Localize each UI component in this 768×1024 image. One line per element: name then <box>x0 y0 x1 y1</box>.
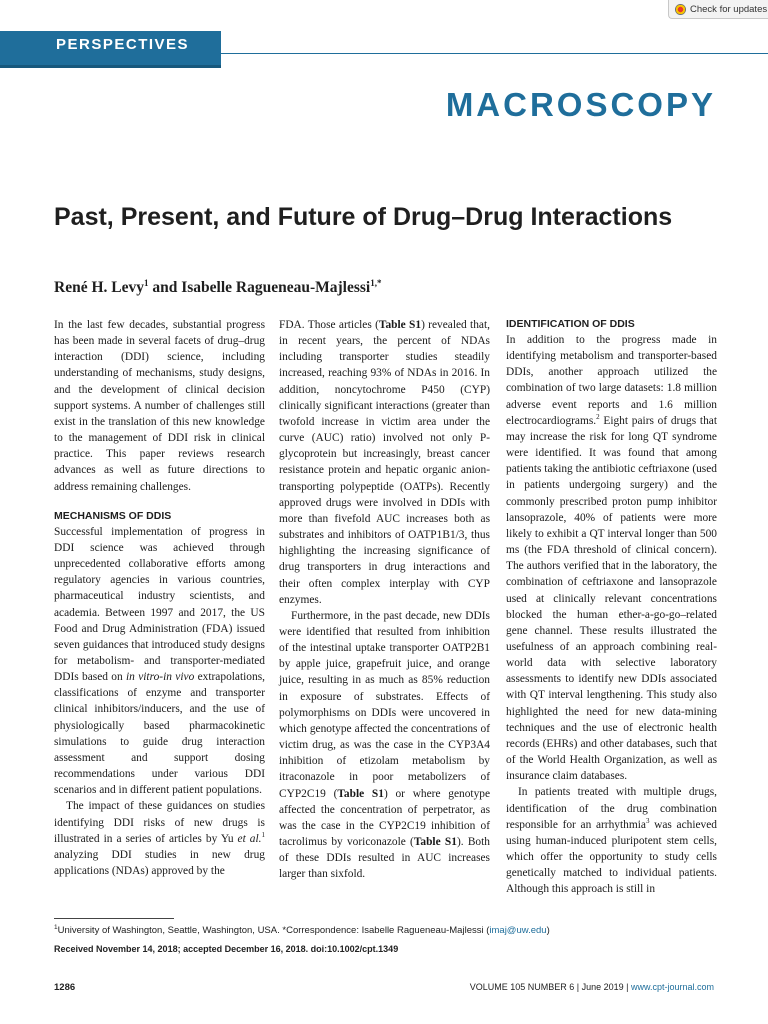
journal-volume: VOLUME 105 NUMBER 6 | June 2019 | <box>469 982 631 992</box>
author-affiliation-mark: 1 <box>143 278 149 288</box>
text-run: ) or where genotype affected the concentration of perpetrator, as was the case in the CYP2C19 inhibition of tacrolimus by voriconazole ( <box>279 787 491 848</box>
article-title: Past, Present, and Future of Drug–Drug Interactions <box>54 203 673 231</box>
table-reference-link[interactable]: Table S1 <box>337 787 384 800</box>
abstract: In the last few decades, substantial progress has been made in several facets of drug–drug interaction (DDI) science, including understanding of mechanisms, study designs, and the development of clinical decision support systems. A number of challenges still exist in the translation of this new knowledge to the management of DDI risk in clinical practice. This paper reviews research advances as well as future directions to address remaining challenges. <box>54 319 265 493</box>
table-reference-link[interactable]: Table S1 <box>413 836 457 848</box>
affiliation-footnote <box>54 924 724 936</box>
check-for-updates-badge[interactable] <box>668 0 768 19</box>
reference-mark[interactable]: 1 <box>261 830 265 839</box>
affiliation-mark: 1 <box>54 924 58 931</box>
crossmark-icon <box>675 4 686 15</box>
section-rule <box>221 53 768 54</box>
italic-text: in vitro-in vivo <box>126 671 195 684</box>
section-banner <box>0 31 221 68</box>
text-run: In patients treated with multiple drugs, identification of the drug combination responsible for an arrhythmia <box>506 786 717 831</box>
text-run: FDA. Those articles ( <box>279 319 379 331</box>
author-name: René H. Levy <box>54 279 144 297</box>
text-run: In addition to the progress made in identifying metabolism and transporter-based DDIs, another approach utilized the combination of two large datasets: 1.8 million adverse event reports and 1.6 million electrocardiograms. <box>506 334 717 427</box>
paragraph <box>506 332 717 784</box>
text-run: analyzing DDI studies in new drug applications (NDAs) approved by the <box>54 848 265 877</box>
journal-info <box>470 982 714 992</box>
body-column-1 <box>54 317 265 879</box>
email-link[interactable]: imaj@uw.edu <box>489 925 547 937</box>
affiliation-text: University of Washington, Seattle, Washington, USA. *Correspondence: Isabelle Ragueneau-Majlessi ( <box>57 925 490 937</box>
section-label: PERSPECTIVES <box>56 36 190 53</box>
author-joiner: and <box>148 279 182 297</box>
paragraph <box>279 317 490 608</box>
text-run: ). Both of these DDIs resulted in AUC increases larger than sixfold. <box>279 836 490 881</box>
text-run: Eight pairs of drugs that may increase the risk for long QT syndrome were identified. It was found that among patients taking the antibiotic ceftriaxone (used in patients undergoing surgery) and the commonly prescribed proton pump inhibitor lansoprazole, 40% of patients were more likely to exhibit a QT interval longer than 500 ms (the FDA threshold of clinical concern). The authors verified that in the laboratory, the combination of ceftriaxone and lansoprazole used at clinically relevant concentrations blocked the human ether-a-go-go–related gene channel. These results illustrated the usefulness of an approach combining real-world data with selective laboratory assessments to identify new DDIs associated with QT interval lengthening. This study also highlighted the need for new data-mining techniques and the use of electronic health records (EHRs) and other databases, such that of the World Health Organization, as well as insurance claim databases. <box>506 414 717 783</box>
reference-mark[interactable]: 2 <box>596 412 600 421</box>
text-run: extrapolations, classifications of enzyme and transporter clinical inhibitors/inducers, and the use of physiologically based pharmacokinetic simulations to guide drug interaction assessment and support dosing recommendations under various DDI scenarios and in different patient populations. <box>54 671 265 797</box>
footnote-rule <box>54 918 174 919</box>
text-run: Furthermore, in the past decade, new DDIs were identified that resulted from inhibition of the intestinal uptake transporter OATP2B1 by apple juice, grapefruit juice, and orange juice, resulting in as much as 85% reduction in exposure of substrates. Effects of polymorphisms on DDIs were uncovered in which genotype affected the concentrations of victim drug, as was the case in the CYP3A4 inhibition of etizolam metabolism by itraconazole in poor metabolizers of CYP2C19 ( <box>279 609 490 800</box>
paragraph <box>506 784 717 897</box>
journal-url-link[interactable]: www.cpt-journal.com <box>630 982 714 992</box>
section-heading: IDENTIFICATION OF DDIS <box>506 318 635 330</box>
category-label: MACROSCOPY <box>445 86 716 123</box>
text-run: Successful implementation of progress in DDI science was achieved through unprecedented collaborative efforts among regulatory agencies in various countries, pharmaceutical industry scientists, and academia. Between 1997 and 2017, the US Food and Drug Administration (FDA) issued seven guidances that introduced study designs for metabolism- and transporter-mediated DDIs based on <box>54 525 265 684</box>
text-run: ) revealed that, in recent years, the percent of NDAs including transporter studies steadily increased, reaching 93% of NDAs in 2016. In addition, noncytochrome P450 (CYP) clinically significant interactions (greater than twofold increase in victim area under the curve (AUC) ratio) involved not only P-glycoprotein but increasingly, breast cancer resistance protein and hepatic organic anion-transporting polypeptide (OATPs). Recently approved drugs were involved in DDIs with more than fivefold AUC increases both as substrates and inhibitors of OATP1B1/3, thus highlighting the increasing significance of drug transporters in drug interactions and their often complex interplay with CYP enzymes. <box>279 319 490 606</box>
paragraph <box>54 524 265 799</box>
italic-text: et al. <box>237 832 262 845</box>
reference-mark[interactable]: 3 <box>645 816 650 825</box>
author-affiliation-mark: 1,* <box>370 278 382 288</box>
paragraph <box>279 608 490 883</box>
table-reference-link[interactable]: Table S1 <box>378 319 422 331</box>
text-run: The impact of these guidances on studies identifying DDI risks of new drugs is illustrated in a series of articles by Yu <box>54 800 265 845</box>
body-column-3 <box>506 317 717 897</box>
author-name: Isabelle Ragueneau-Majlessi <box>181 279 371 297</box>
check-for-updates-label: Check for updates <box>690 3 768 15</box>
text-run: was achieved using human-induced pluripotent stem cells, which offer the opportunity to study cells genetically matched to individual patients. Although this approach is still in <box>506 818 717 896</box>
received-dates: Received November 14, 2018; accepted December 16, 2018. doi:10.1002/cpt.1349 <box>54 944 399 954</box>
body-column-2 <box>279 317 490 882</box>
paragraph <box>54 798 265 879</box>
author-line <box>54 278 382 297</box>
page-number: 1286 <box>54 982 76 993</box>
text-run: ) <box>546 925 550 937</box>
section-heading: MECHANISMS OF DDIS <box>54 509 172 522</box>
